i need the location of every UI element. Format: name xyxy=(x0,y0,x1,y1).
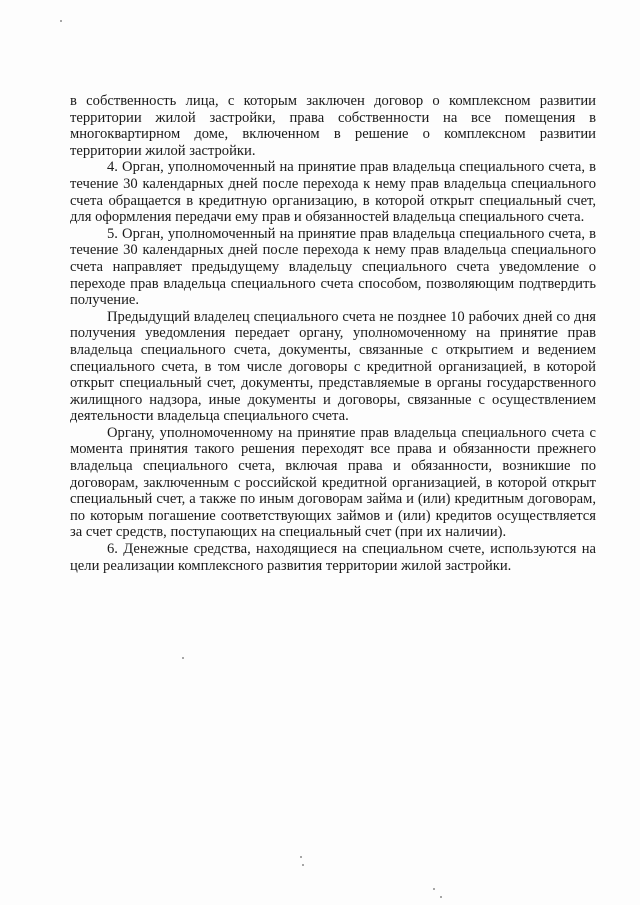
paragraph-3: 5. Орган, уполномоченный на принятие прав владельца специального счета, в течение 30 календарных дней после перехода к нему прав владельца специального счета направляет предыдущему владельцу специального счета уведомление о переходе прав владельца специального счета способом, позволяющим подтвердить получение. xyxy=(70,225,596,309)
scan-speck xyxy=(440,896,442,898)
paragraph-5: Органу, уполномоченному на принятие прав владельца специального счета с момента принятия такого решения переходят все права и обязанности прежнего владельца специального счета, включая права и обязанности, возникшие по договорам, заключенным с российской кредитной организацией, в которой открыт специальный счет, а также по иным договорам займа и (или) кредитным договорам, по которым погашение соответствующих займов и (или) кредитов осуществляется за счет средств, поступающих на специальный счет (при их наличии). xyxy=(70,424,596,541)
scan-speck xyxy=(182,657,184,659)
document-body xyxy=(70,93,596,574)
paragraph-2: 4. Орган, уполномоченный на принятие прав владельца специального счета, в течение 30 календарных дней после перехода к нему прав владельца специального счета обращается в кредитную организацию, в которой открыт специальный счет, для оформления передачи ему прав и обязанностей владельца специального счета. xyxy=(70,159,596,226)
scan-speck xyxy=(302,864,304,866)
paragraph-4: Предыдущий владелец специального счета не позднее 10 рабочих дней со дня получения уведомления передает органу, уполномоченному на принятие прав владельца специального счета, документы, связанные с открытием и ведением специального счета, в том числе договоры с кредитной организацией, в которой открыт специальный счет, документы, представляемые в органы государственного жилищного надзора, иные документы и договоры, связанные с осуществлением деятельности владельца специального счета. xyxy=(70,308,596,425)
scan-speck xyxy=(433,888,435,890)
scan-speck xyxy=(60,20,62,22)
scan-speck xyxy=(300,856,302,858)
paragraph-1: в собственность лица, с которым заключен договор о комплексном развитии территории жилой застройки, права собственности на все помещения в многоквартирном доме, включенном в решение о комплексном развитии территории жилой застройки. xyxy=(70,93,596,159)
paragraph-6: 6. Денежные средства, находящиеся на специальном счете, используются на цели реализации комплексного развития территории жилой застройки. xyxy=(70,541,596,574)
